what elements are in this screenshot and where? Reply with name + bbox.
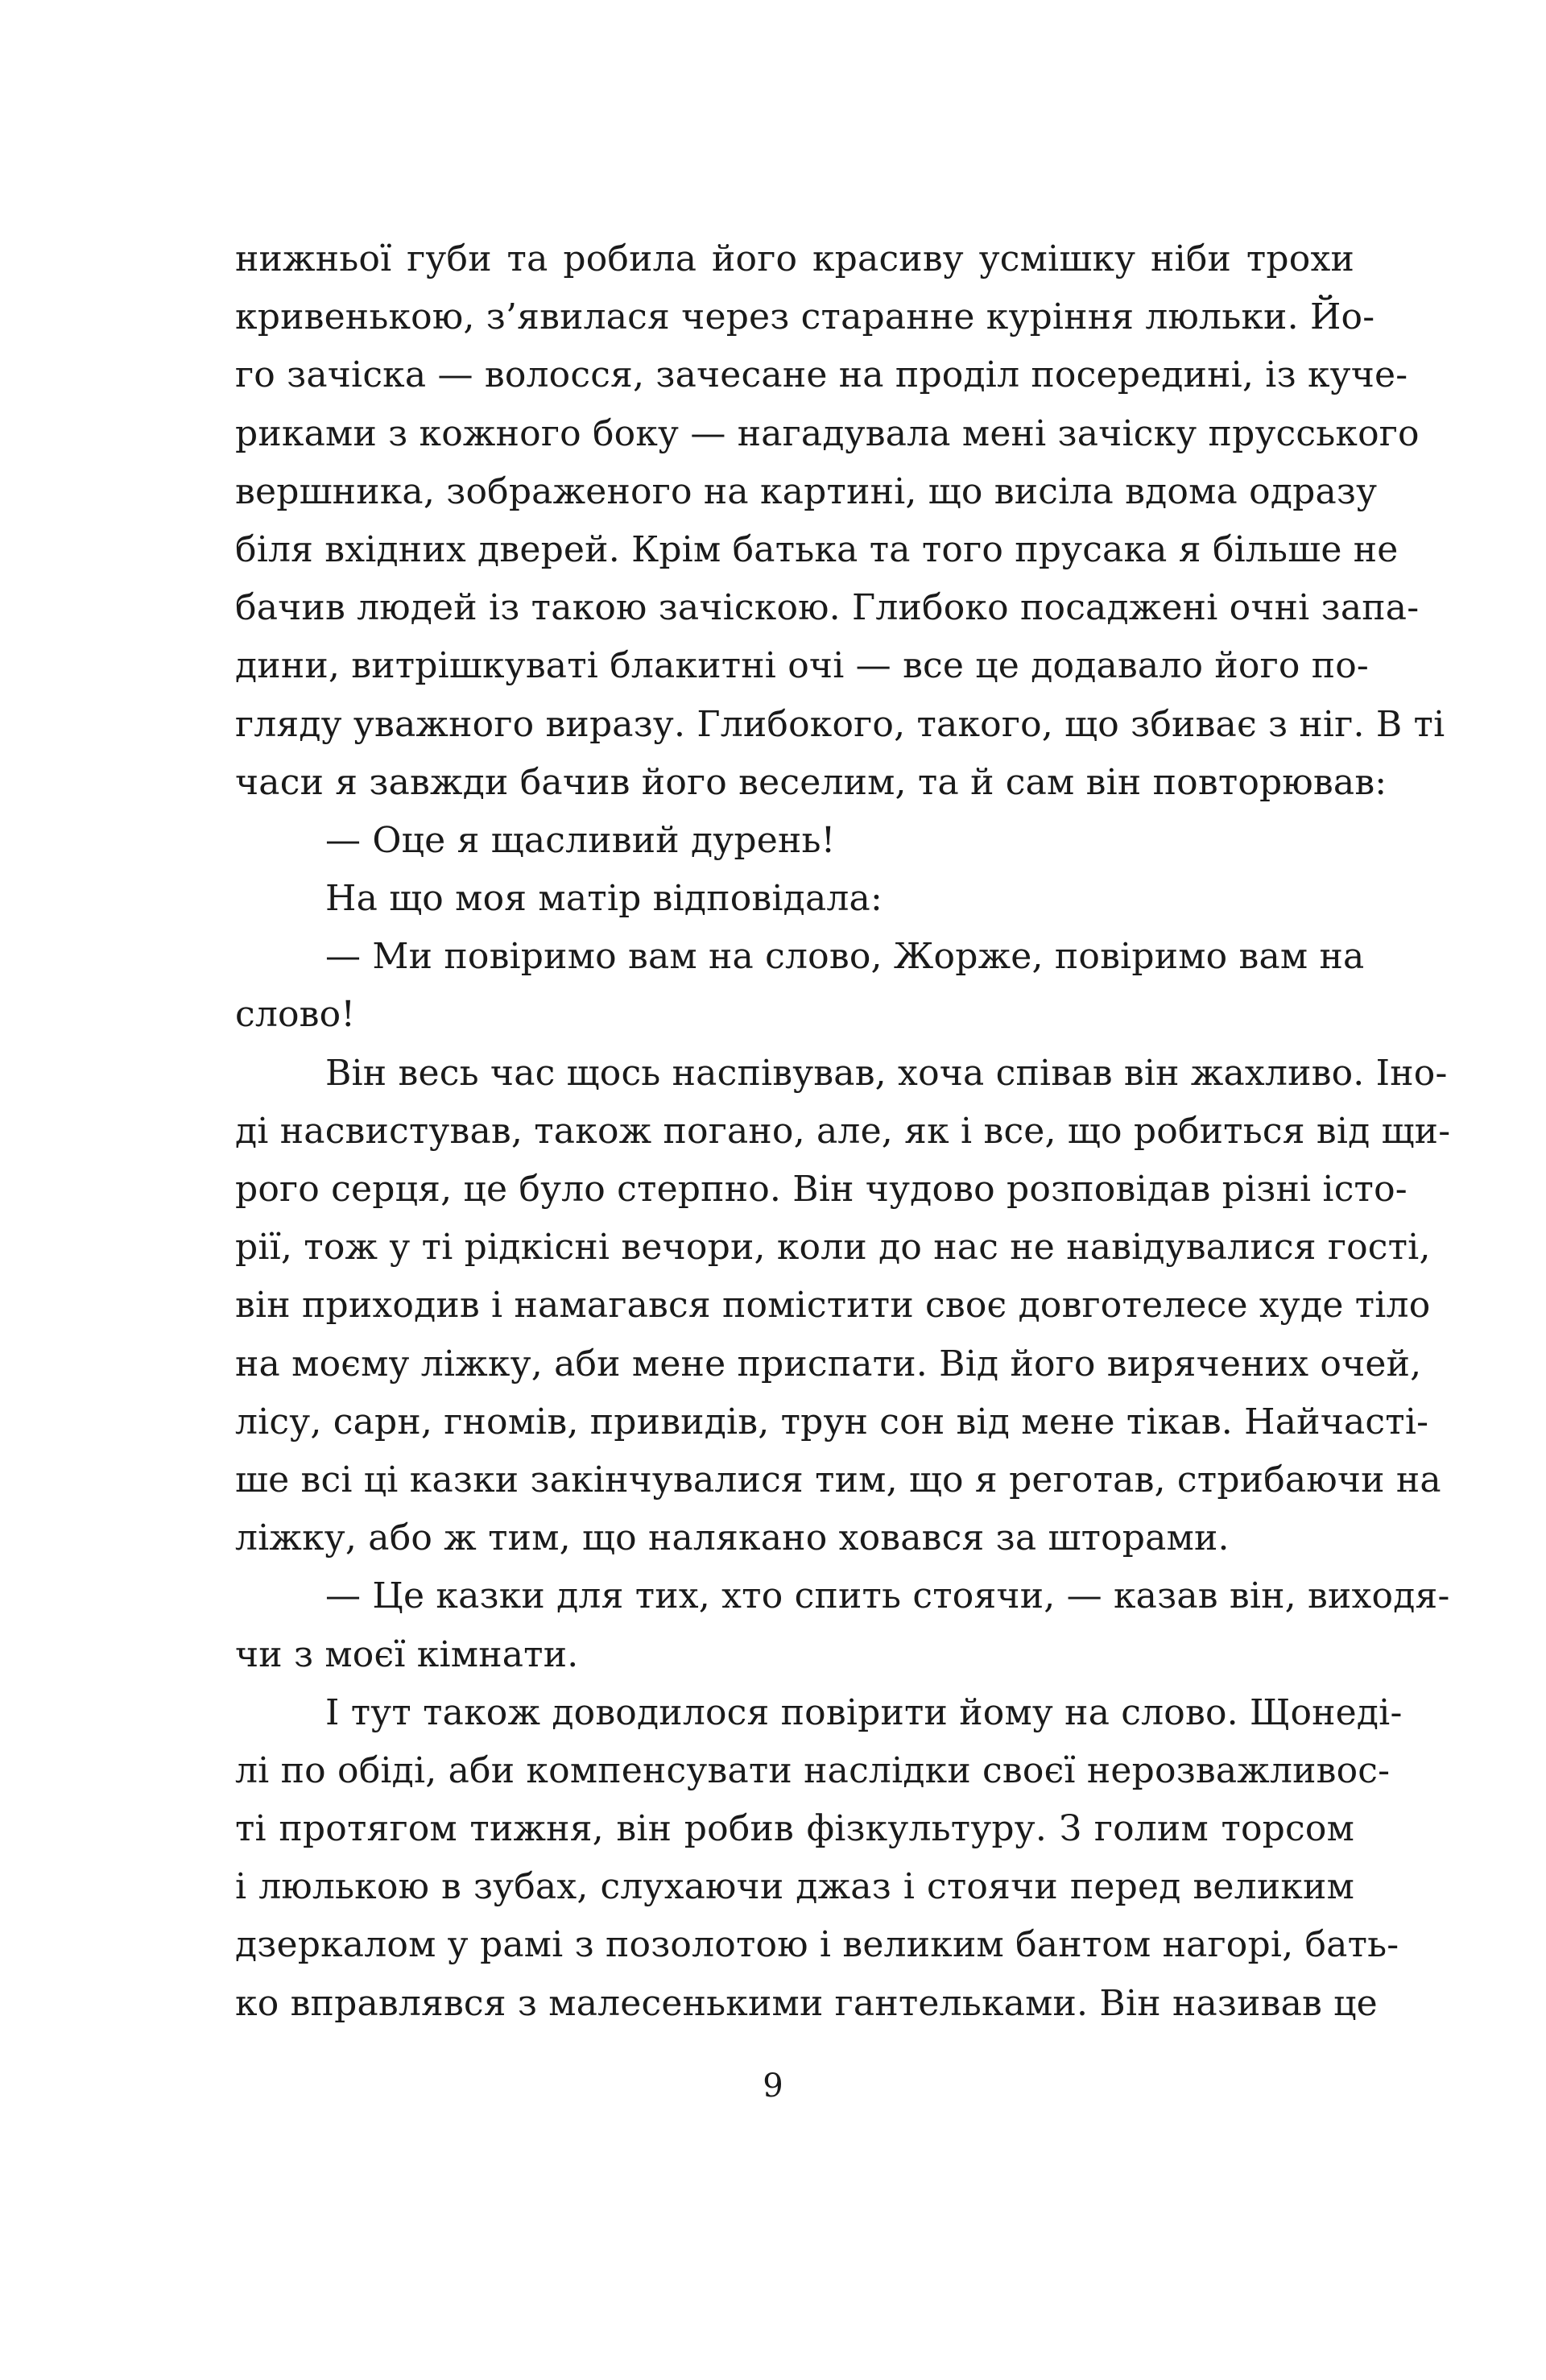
text-line: рого серця, це було стерпно. Він чудово розповідав різні істо- <box>235 1169 1408 1210</box>
paragraph-start-line: Він весь час щось наспівував, хоча співав він жахливо. Іно- <box>325 1052 1448 1094</box>
text-line: нижньої губи та робила його красиву усмішку ніби трохи <box>235 238 1354 279</box>
text-line: часи я завжди бачив його веселим, та й сам він повторював: <box>235 761 1387 803</box>
dialogue-line: — Це казки для тих, хто спить стоячи, — казав він, виходя- <box>325 1575 1450 1617</box>
dialogue-line: — Оце я щасливий дурень! <box>325 819 836 861</box>
text-line: лісу, сарн, гномів, привидів, трун сон від мене тікав. Найчасті- <box>235 1401 1429 1442</box>
text-line: дини, витрішкуваті блакитні очі — все це додавало його по- <box>235 645 1369 687</box>
text-line: риками з кожного боку — нагадувала мені зачіску прусського <box>235 412 1420 454</box>
text-line: го зачіска — волосся, зачесане на проділ посередині, із куче- <box>235 354 1408 396</box>
text-line: На що моя матір відповідала: <box>325 878 883 920</box>
text-line: чи з моєї кімнати. <box>235 1633 579 1675</box>
page-number: 9 <box>763 2067 783 2105</box>
text-line: гляду уважного виразу. Глибокого, такого, що збиває з ніг. В ті <box>235 703 1445 745</box>
text-line: ше всі ці казки закінчувалися тим, що я реготав, стрибаючи на <box>235 1459 1441 1500</box>
text-line: кривенькою, з’явилася через старанне куріння люльки. Йо- <box>235 296 1375 338</box>
text-line: слово! <box>235 994 356 1036</box>
text-line: ко вправлявся з малесенькими гантельками. Він називав це <box>235 1982 1378 2024</box>
text-line: лі по обіді, аби компенсувати наслідки своєї нерозважливос- <box>235 1749 1391 1791</box>
text-line: дзеркалом у рамі з позолотою і великим бантом нагорі, бать- <box>235 1924 1399 1966</box>
text-line: вершника, зображеного на картині, що висіла вдома одразу <box>235 470 1378 512</box>
text-line: ті протягом тижня, він робив фізкультуру. З голим торсом <box>235 1808 1354 1850</box>
body-text <box>235 230 1451 2033</box>
text-line: біля вхідних дверей. Крім батька та того прусака я більше не <box>235 528 1399 570</box>
text-line: рії, тож у ті рідкісні вечори, коли до нас не навідувалися гості, <box>235 1227 1431 1269</box>
text-line: ліжку, або ж тим, що налякано ховався за шторами. <box>235 1517 1230 1559</box>
text-line: і люлькою в зубах, слухаючи джаз і стоячи перед великим <box>235 1866 1354 1908</box>
text-line: ді насвистував, також погано, але, як і все, що робиться від щи- <box>235 1110 1451 1152</box>
paragraph-start-line: І тут також доводилося повірити йому на слово. Щонеді- <box>325 1691 1403 1733</box>
text-line: він приходив і намагався помістити своє довготелесе худе тіло <box>235 1285 1431 1327</box>
dialogue-line: — Ми повіримо вам на слово, Жорже, повіримо вам на <box>325 936 1365 978</box>
text-line: на моєму ліжку, аби мене приспати. Від його вирячених очей, <box>235 1343 1422 1385</box>
text-line: бачив людей із такою зачіскою. Глибоко посаджені очні запа- <box>235 587 1420 629</box>
